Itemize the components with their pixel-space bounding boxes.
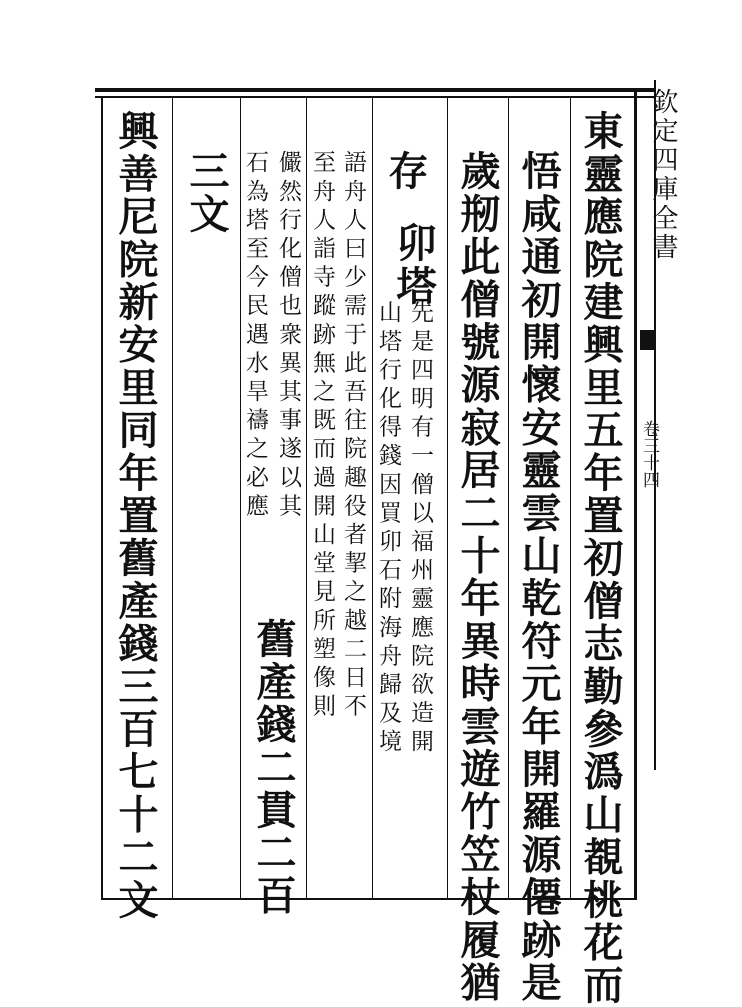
column-divider [508, 98, 509, 898]
text-column-4-heading: 卯塔 [390, 222, 437, 308]
text-column-5-note: 山塔行化得錢因買卯石附海舟歸及境 [375, 300, 401, 758]
right-border [634, 88, 637, 900]
column-divider [306, 98, 307, 898]
column-divider [172, 98, 173, 898]
text-column-10: 三文 [183, 150, 230, 236]
fishtail-mark [640, 330, 656, 350]
text-column-4-head: 存 [382, 150, 429, 193]
column-divider [372, 98, 373, 898]
column-divider [447, 98, 448, 898]
text-column-1: 東靈應院建興里五年置初僧志勤參潙山覩桃花而 [577, 110, 624, 1007]
text-column-6: 語舟人曰少需于此吾往院趣役者挈之越二日不 [340, 150, 366, 722]
left-border [101, 96, 103, 900]
text-column-7: 至舟人詣寺蹤跡無之既而過開山堂見所塑像則 [309, 150, 335, 722]
book-title: 欽定四庫全書 [648, 88, 678, 262]
text-column-2: 悟咸通初開懷安靈雲山乾符元年開羅源僊跡是 [515, 150, 562, 1004]
column-divider [240, 98, 241, 898]
text-column-9-note: 石為塔至今民遇水旱禱之必應 [242, 150, 268, 522]
text-column-8-main: 舊產錢二貫二百 [250, 618, 297, 917]
column-divider [570, 98, 571, 898]
top-border-thick [95, 88, 655, 92]
text-column-4-note: 先是四明有一僧以福州靈應院欲造開 [407, 300, 433, 758]
text-column-8-note: 儼然行化僧也衆異其事遂以其 [275, 150, 301, 522]
top-border-thin [95, 96, 655, 98]
volume-label: 卷三十四 [639, 420, 659, 488]
text-column-11: 興善尼院新安里同年置舊產錢三百七十二文 [112, 110, 159, 922]
text-column-3: 歲剏此僧號源寂居二十年異時雲遊竹笠杖履猶 [454, 150, 501, 1004]
